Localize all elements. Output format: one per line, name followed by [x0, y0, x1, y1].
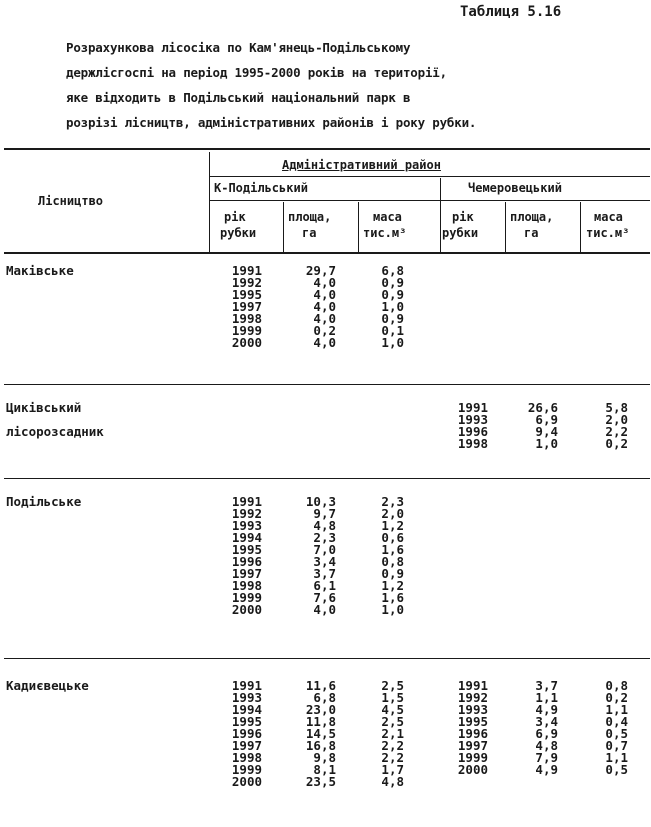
header-area: площа, [288, 210, 332, 224]
d1-mass-cell: 2,5 [381, 714, 404, 729]
d2-mass-cell: 0,5 [605, 762, 628, 777]
d1-mass-cell: 6,8 [381, 263, 404, 278]
d2-mass-cell: 2,2 [605, 424, 628, 439]
d1-year-cell: 2000 [231, 774, 262, 789]
column-divider [283, 202, 284, 252]
d1-mass-cell: 2,0 [381, 506, 404, 521]
d1-mass-cell: 1,0 [381, 602, 404, 617]
d1-mass-cell: 0,9 [381, 287, 404, 302]
d1-area-cell: 4,0 [313, 287, 336, 302]
d1-mass-cell: 2,1 [381, 726, 404, 741]
d1-year-cell: 1996 [231, 726, 262, 741]
d1-area-cell: 11,8 [305, 714, 336, 729]
d1-area-cell: 4,0 [313, 602, 336, 617]
d2-area-cell: 3,4 [535, 714, 558, 729]
table-label: Таблиця 5.16 [460, 4, 562, 20]
d2-year-cell: 1998 [457, 436, 488, 451]
header-year: рік [452, 210, 474, 224]
d2-area-cell: 4,9 [535, 702, 558, 717]
d2-year-cell: 1999 [457, 750, 488, 765]
d1-year-cell: 1992 [231, 506, 262, 521]
header-forestry: Лісництво [38, 194, 104, 208]
header-area: га [524, 226, 539, 240]
d1-mass-cell: 1,5 [381, 690, 404, 705]
title-line: держлісгоспі на період 1995-2000 років на території, [66, 65, 447, 80]
d1-area-cell: 7,0 [313, 542, 336, 557]
d1-area-cell: 23,0 [305, 702, 336, 717]
d1-year-cell: 1999 [231, 762, 262, 777]
header-district-1: К-Подільський [214, 181, 308, 195]
d2-area-cell: 1,0 [535, 436, 558, 451]
d2-year-cell: 1992 [457, 690, 488, 705]
forestry-name: лісорозсадник [6, 424, 104, 439]
header-year: рубки [442, 226, 479, 240]
d2-year-cell: 1991 [457, 400, 488, 415]
d1-mass-cell: 4,5 [381, 702, 404, 717]
header-mass: тис.м³ [586, 226, 630, 240]
forestry-name: Маківське [6, 263, 74, 278]
d1-mass-cell: 2,5 [381, 678, 404, 693]
d1-mass-cell: 2,3 [381, 494, 404, 509]
d1-mass-cell: 0,6 [381, 530, 404, 545]
d1-area-cell: 9,8 [313, 750, 336, 765]
d2-mass-cell: 1,1 [605, 750, 628, 765]
d1-mass-cell: 0,9 [381, 275, 404, 290]
d1-area-cell: 23,5 [305, 774, 336, 789]
d1-year-cell: 1998 [231, 578, 262, 593]
d2-year-cell: 1991 [457, 678, 488, 693]
d1-mass-cell: 2,2 [381, 738, 404, 753]
header-admin-district: Адміністративний район [282, 158, 441, 172]
d1-area-cell: 6,8 [313, 690, 336, 705]
table-top-rule [4, 148, 650, 150]
d1-mass-cell: 4,8 [381, 774, 404, 789]
d2-area-cell: 7,9 [535, 750, 558, 765]
district-divider [440, 178, 441, 252]
d1-year-cell: 1993 [231, 518, 262, 533]
d1-mass-cell: 1,0 [381, 335, 404, 350]
header-bottom-rule [4, 252, 650, 254]
d1-area-cell: 4,8 [313, 518, 336, 533]
row-separator [4, 384, 650, 385]
d2-area-cell: 1,1 [535, 690, 558, 705]
d2-year-cell: 1996 [457, 726, 488, 741]
district-rule [209, 176, 650, 177]
d1-year-cell: 1997 [231, 299, 262, 314]
d1-area-cell: 4,0 [313, 299, 336, 314]
d2-area-cell: 4,8 [535, 738, 558, 753]
d1-year-cell: 1998 [231, 750, 262, 765]
header-area: площа, [510, 210, 554, 224]
d2-area-cell: 26,6 [527, 400, 558, 415]
column-rule [209, 200, 650, 201]
d1-mass-cell: 0,1 [381, 323, 404, 338]
d1-mass-cell: 1,0 [381, 299, 404, 314]
title-line: розрізі лісництв, адміністративних районів і року рубки. [66, 115, 477, 130]
column-divider [505, 202, 506, 252]
d1-mass-cell: 1,2 [381, 578, 404, 593]
row-separator [4, 658, 650, 659]
d1-area-cell: 11,6 [305, 678, 336, 693]
d1-year-cell: 1995 [231, 287, 262, 302]
d1-year-cell: 1992 [231, 275, 262, 290]
d2-area-cell: 6,9 [535, 726, 558, 741]
d2-mass-cell: 0,2 [605, 690, 628, 705]
d2-year-cell: 1996 [457, 424, 488, 439]
d2-year-cell: 1997 [457, 738, 488, 753]
d1-year-cell: 1999 [231, 590, 262, 605]
d1-area-cell: 3,4 [313, 554, 336, 569]
d2-area-cell: 4,9 [535, 762, 558, 777]
d1-mass-cell: 0,9 [381, 566, 404, 581]
d2-area-cell: 9,4 [535, 424, 558, 439]
d1-mass-cell: 1,7 [381, 762, 404, 777]
title-line: Розрахункова лісосіка по Кам'янець-Подільському [66, 40, 411, 55]
d1-area-cell: 3,7 [313, 566, 336, 581]
d1-area-cell: 14,5 [305, 726, 336, 741]
d2-mass-cell: 2,0 [605, 412, 628, 427]
d1-year-cell: 1996 [231, 554, 262, 569]
row-separator [4, 478, 650, 479]
d1-mass-cell: 2,2 [381, 750, 404, 765]
d1-area-cell: 0,2 [313, 323, 336, 338]
column-divider [580, 202, 581, 252]
d1-mass-cell: 0,8 [381, 554, 404, 569]
header-area: га [302, 226, 317, 240]
header-year: рік [224, 210, 246, 224]
d1-area-cell: 4,0 [313, 311, 336, 326]
d1-year-cell: 1995 [231, 542, 262, 557]
d1-area-cell: 2,3 [313, 530, 336, 545]
d2-mass-cell: 5,8 [605, 400, 628, 415]
d2-year-cell: 1993 [457, 412, 488, 427]
d2-year-cell: 1993 [457, 702, 488, 717]
header-year: рубки [220, 226, 257, 240]
forestry-name: Кадиєвецьке [6, 678, 89, 693]
d1-year-cell: 1997 [231, 738, 262, 753]
d1-year-cell: 1991 [231, 494, 262, 509]
d1-year-cell: 1994 [231, 702, 262, 717]
d1-mass-cell: 1,6 [381, 542, 404, 557]
d2-mass-cell: 0,5 [605, 726, 628, 741]
header-mass: маса [594, 210, 623, 224]
d2-mass-cell: 0,4 [605, 714, 628, 729]
d1-area-cell: 6,1 [313, 578, 336, 593]
title-line: яке відходить в Подільський національний парк в [66, 90, 411, 105]
d1-area-cell: 8,1 [313, 762, 336, 777]
header-mass: тис.м³ [363, 226, 407, 240]
d1-mass-cell: 1,6 [381, 590, 404, 605]
d1-year-cell: 1999 [231, 323, 262, 338]
d1-area-cell: 4,0 [313, 275, 336, 290]
d1-area-cell: 16,8 [305, 738, 336, 753]
d1-mass-cell: 1,2 [381, 518, 404, 533]
header-divider [209, 152, 210, 252]
d2-mass-cell: 1,1 [605, 702, 628, 717]
d2-mass-cell: 0,2 [605, 436, 628, 451]
d1-year-cell: 1997 [231, 566, 262, 581]
d1-area-cell: 4,0 [313, 335, 336, 350]
header-district-2: Чемеровецький [468, 181, 562, 195]
forestry-name: Циківський [6, 400, 82, 415]
d2-area-cell: 6,9 [535, 412, 558, 427]
d2-area-cell: 3,7 [535, 678, 558, 693]
d1-year-cell: 1991 [231, 263, 262, 278]
d2-mass-cell: 0,8 [605, 678, 628, 693]
d1-year-cell: 1995 [231, 714, 262, 729]
d1-mass-cell: 0,9 [381, 311, 404, 326]
d1-year-cell: 1994 [231, 530, 262, 545]
header-mass: маса [373, 210, 402, 224]
d1-area-cell: 29,7 [305, 263, 336, 278]
d1-year-cell: 1993 [231, 690, 262, 705]
d1-year-cell: 1998 [231, 311, 262, 326]
forestry-name: Подільське [6, 494, 82, 509]
d1-year-cell: 2000 [231, 335, 262, 350]
d2-year-cell: 1995 [457, 714, 488, 729]
d1-area-cell: 7,6 [313, 590, 336, 605]
column-divider [358, 202, 359, 252]
d1-area-cell: 9,7 [313, 506, 336, 521]
d1-year-cell: 1991 [231, 678, 262, 693]
d2-mass-cell: 0,7 [605, 738, 628, 753]
d1-area-cell: 10,3 [305, 494, 336, 509]
d1-year-cell: 2000 [231, 602, 262, 617]
d2-year-cell: 2000 [457, 762, 488, 777]
